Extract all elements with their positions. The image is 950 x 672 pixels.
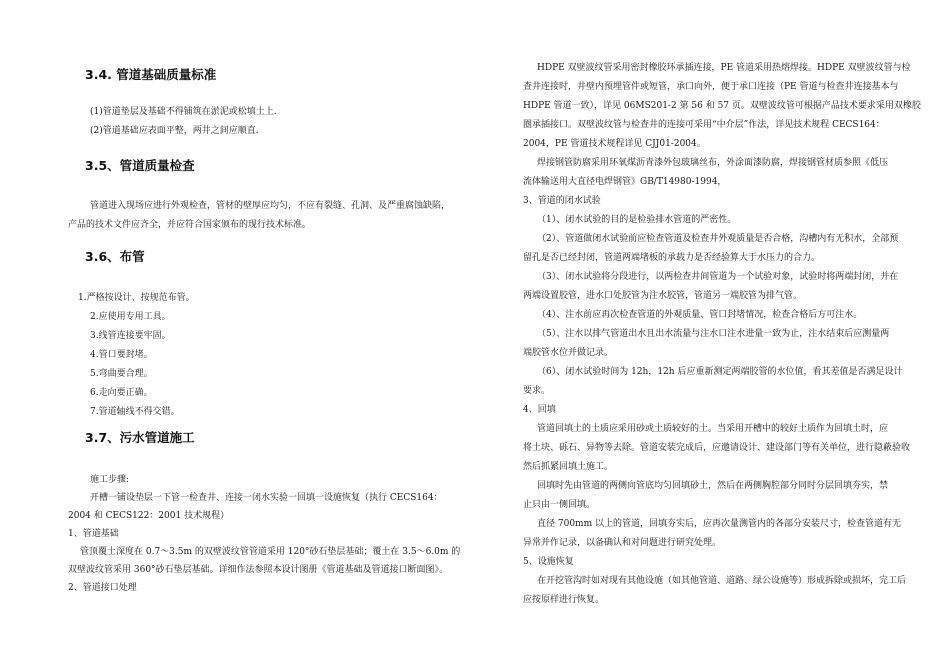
subsection-closed-water-test: 3、管道的闭水试验 [523, 196, 601, 206]
para-3-5-line-2: 产品的技术文件应齐全，并应符合国家颁布的现行技术标准。 [68, 220, 312, 230]
subsection-pipe-joint: 2、管道接口处理 [68, 583, 137, 593]
list-3-6-item: 6.走向要正确。 [90, 388, 153, 398]
para-steel-pipe-line-1: 焊接钢管防腐采用环氧煤沥青漆外包玻璃丝布，外涂面漆防腐，焊接钢管材质参照《低压 [537, 158, 889, 168]
test-item-3-line-2: 两端设置胶管，进水口处胶管为注水胶管，管道另一端胶管为排气管。 [523, 291, 803, 301]
list-3-6-item: 2.应使用专用工具。 [90, 312, 171, 322]
list-3-6-item: 7.管道轴线不得交错。 [90, 407, 180, 417]
section-3-6-heading: 3.6、布管 [85, 249, 145, 264]
subsection-backfill: 4、回填 [523, 405, 556, 415]
list-3-6-item: 5.弯曲要合理。 [90, 369, 153, 379]
test-item-2-line-2: 留孔是否已经封闭，管道两端堵板的承载力是否经验算大于水压力的合力。 [523, 253, 821, 263]
para-3-7-steps-line-1: 开槽一铺设垫层一下管一检查井、连接一闭水实验一回填一设施恢复（执行 CECS164： [90, 493, 443, 503]
para-foundation-line-1: 管顶覆土深度在 0.7～3.5m 的双壁波纹管管道采用 120°砂石垫层基础；覆土在 3.5～6.0m 的 [80, 547, 461, 557]
list-3-6-item: 1.严格按设计、按规范布管。 [78, 293, 195, 303]
para-3-7-steps-label: 施工步骤: [90, 475, 130, 485]
list-3-6-item: 4.管口要封堵。 [90, 350, 153, 360]
para-3-5-line-1: 管道进入现场应进行外观检查，管材的壁厚应均匀，不应有裂缝、孔洞、及严重腐蚀缺陷， [90, 201, 451, 211]
subsection-facility-restoration: 5、设施恢复 [523, 557, 574, 567]
para-3-7-steps-line-2: 2004 和 CECS122：2001 技术规程） [68, 511, 230, 521]
para-backfill-line-4: 回填时先由管道的两侧向管底均匀回填砂土，然后在两侧胸腔部分同时分层回填夯实，禁 [537, 481, 889, 491]
test-item-2-line-1: （2）、管道做闭水试验前应检查管道及检查井外观质量是否合格，沟槽内有无积水，全部预 [537, 234, 899, 244]
para-steel-pipe-line-2: 流体输送用大直径电焊钢管》GB/T14980-1994， [523, 177, 727, 187]
para-backfill-line-3: 然后抓紧回填土施工。 [523, 462, 614, 472]
test-item-6-line-2: 要求。 [523, 386, 551, 396]
para-backfill-line-6: 直径 700mm 以上的管道，回填夯实后，应再次量测管内的各部分安装尺寸，检查管道有无 [537, 519, 901, 529]
para-joint-line-4: 圈承插接口。双壁波纹管与检查井的连接可采用“中介层”作法，详见技术规程 CECS164： [523, 120, 885, 130]
para-foundation-line-2: 双壁波纹管采用 360°砂石垫层基础。详细作法参照本设计图册《管道基础及管道接口断面图》。 [68, 565, 449, 575]
section-3-4-heading: 3.4. 管道基础质量标准 [85, 67, 217, 82]
para-3-4-item-1: (1)管道垫层及基础不得铺筑在淤泥或松填土上. [90, 107, 277, 117]
section-3-5-heading: 3.5、管道质量检查 [85, 158, 195, 173]
subsection-pipe-foundation: 1、管道基础 [68, 529, 119, 539]
para-restoration-line-2: 应按原样进行恢复。 [523, 595, 605, 605]
test-item-4: （4）、注水前应再次检查管道的外观质量、管口封堵情况，检查合格后方可注水。 [537, 310, 863, 320]
para-backfill-line-5: 止只由一侧回填。 [523, 500, 596, 510]
test-item-1: （1）、闭水试验的目的是检验排水管道的严密性。 [537, 215, 737, 225]
test-item-6-line-1: （6）、闭水试验时间为 12h，12h 后应重新测定两端胶管的水位值，看其差值是否满足设计 [537, 367, 903, 377]
test-item-5-line-2: 端胶管水位并做记录。 [523, 348, 614, 358]
test-item-5-line-1: （5）、注水以排气管道出水且出水流量与注水口注水进量一致为止，注水结束后应测量两 [537, 329, 890, 339]
para-joint-line-1: HDPE 双壁波纹管采用密封橡胶环承插连接，PE 管道采用热熔焊接。HDPE 双壁波纹管与检 [537, 63, 911, 73]
para-joint-line-2: 查井连接时，井壁内预埋管件或短管，承口向外，便于承口连接（PE 管道与检查井连接基本与 [523, 82, 899, 92]
para-joint-line-5: 2004，PE 管道技术规程详见 CJJ01-2004。 [523, 139, 706, 149]
section-3-7-heading: 3.7、污水管道施工 [85, 430, 195, 445]
list-3-6-item: 3.线管连接要牢固。 [90, 331, 171, 341]
para-backfill-line-2: 将土块、砾石、异物等去除。管道安装完成后，应邀请设计、建设部门等有关单位，进行隐蔽验收 [523, 443, 911, 453]
para-joint-line-3: HDPE 管道一致），详见 06MS201-2 第 56 和 57 页。双壁波纹管可根据产品技术要求采用双橡胶 [523, 101, 921, 111]
test-item-3-line-1: （3）、闭水试验将分段进行，以两检查井间管道为一个试验对象，试验时将两端封闭，并在 [537, 272, 899, 282]
para-3-4-item-2: (2)管道基础应表面平整，两井之间应顺直. [90, 126, 259, 136]
para-backfill-line-1: 管道回填土的土质应采用砂或土质较好的土。当采用开槽中的较好土质作为回填土时，应 [537, 424, 889, 434]
para-backfill-line-7: 异常并作记录，以备确认和对问题进行研究处理。 [523, 538, 722, 548]
para-restoration-line-1: 在开挖管沟时如对现有其他设施（如其他管道、道路、绿公设施等）形成拆除或损坏，完工后 [537, 576, 907, 586]
